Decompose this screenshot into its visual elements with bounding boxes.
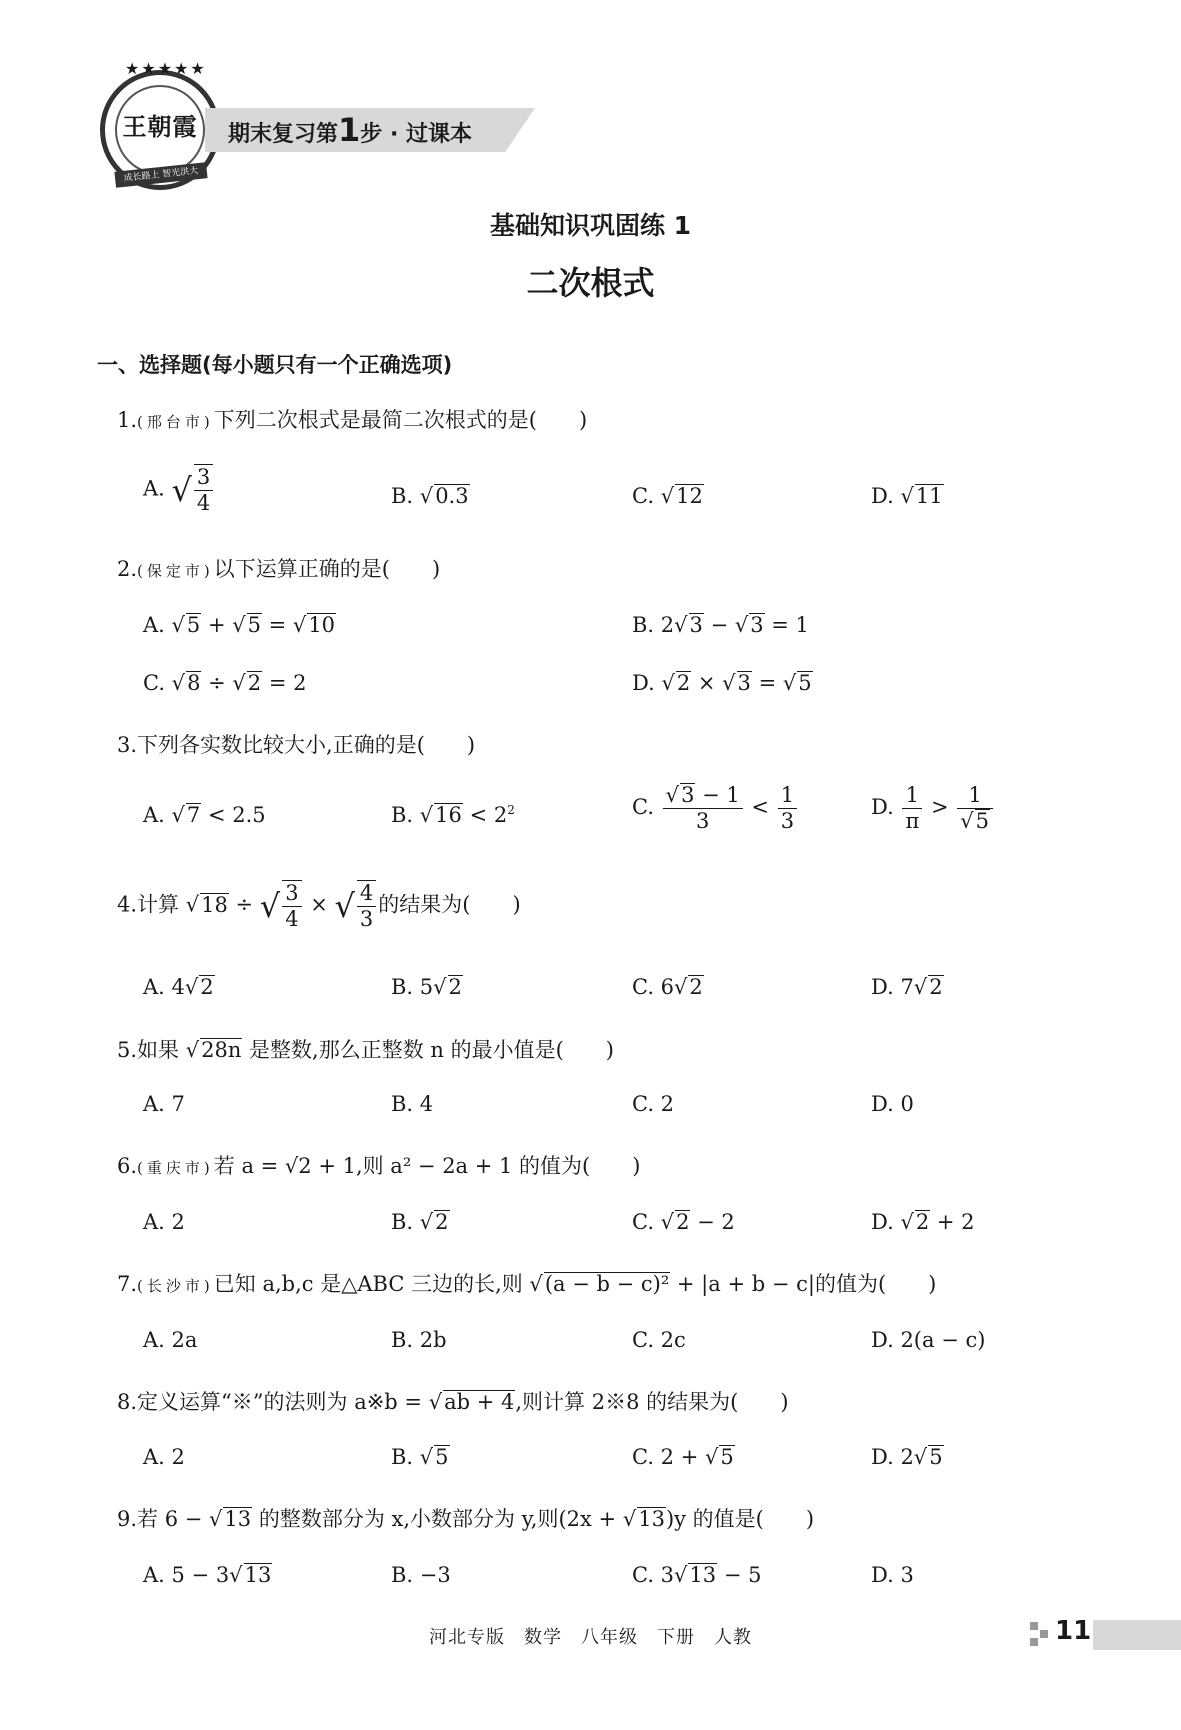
question-9: 9.若 6 − √13 的整数部分为 x,小数部分为 y,则(2x + √13)y 的值是( ): [117, 1507, 815, 1531]
page-number: 11: [1055, 1616, 1092, 1646]
page-title: 基础知识巩固练 1: [489, 211, 692, 240]
q2-option-a: A. √5 + √5 = √10: [143, 613, 336, 637]
q3-option-c: C. $\frac{√3 - 1}{3}$ < $\frac{1}{3}$: [632, 783, 799, 834]
q5-option-a: A. 7: [143, 1092, 185, 1116]
logo-slogan: 成长路上 智光洪大: [114, 162, 207, 188]
q2-option-b: B. 2√3 − √3 = 1: [632, 613, 809, 637]
q6-option-c: C. √2 − 2: [632, 1210, 735, 1234]
footer-edition: 河北专版 数学 八年级 下册 人教: [429, 1627, 752, 1648]
q9-option-b: B. −3: [391, 1563, 451, 1587]
question-4: 4.计算 √18 ÷ √ $\frac{3}{4}$ × √ $\frac{4}{3}$ 的结果为( ): [117, 881, 521, 932]
q9-option-c: C. 3√13 − 5: [632, 1563, 762, 1587]
q8-option-d: D. 2√5: [871, 1445, 943, 1469]
page-marker-icon: [1030, 1622, 1050, 1646]
q4-option-b: B. 5√2: [391, 975, 462, 999]
q7-option-a: A. 2a: [143, 1328, 198, 1352]
q2-option-d: D. √2 × √3 = √5: [632, 671, 812, 695]
question-6: 6.(重庆市)若 a = √2 + 1,则 a² − 2a + 1 的值为( ): [117, 1154, 641, 1178]
q7-option-c: C. 2c: [632, 1328, 686, 1352]
q6-option-d: D. √2 + 2: [871, 1210, 975, 1234]
q3-option-b: B. $√16 < 2^2$: [391, 803, 515, 827]
q7-option-d: D. 2(a − c): [871, 1328, 986, 1352]
banner-title: 期末复习第1步 · 过课本: [228, 111, 472, 149]
q5-option-d: D. 0: [871, 1092, 914, 1116]
q8-option-b: B. √5: [391, 1445, 449, 1469]
q1-option-d: D. √ 11: [871, 484, 944, 508]
q3-option-a: A. √7 < 2.5: [143, 803, 266, 827]
logo-text: 王朝霞: [122, 112, 198, 141]
q5-option-c: C. 2: [632, 1092, 675, 1116]
section-heading: 一、选择题(每小题只有一个正确选项): [97, 353, 453, 377]
star-icons: ★★★★★: [125, 59, 207, 78]
q8-option-c: C. 2 + √5: [632, 1445, 734, 1469]
q9-option-d: D. 3: [871, 1563, 914, 1587]
brand-logo: [100, 59, 220, 190]
page-number-bar: [1093, 1620, 1181, 1650]
question-5: 5.如果 √28n 是整数,那么正整数 n 的最小值是( ): [117, 1038, 614, 1062]
q9-option-a: A. 5 − 3√13: [143, 1563, 272, 1587]
q8-option-a: A. 2: [143, 1445, 185, 1469]
page-subtitle: 二次根式: [526, 264, 655, 302]
question-7: 7.(长沙市)已知 a,b,c 是△ABC 三边的长,则 √(a − b − c)² + |a + b − c|的值为( ): [117, 1272, 937, 1296]
q4-option-d: D. 7√2: [871, 975, 943, 999]
q2-option-c: C. √8 ÷ √2 = 2: [143, 671, 307, 695]
question-8: 8.定义运算“※”的法则为 a※b = √ab + 4,则计算 2※8 的结果为( ): [117, 1390, 789, 1414]
q5-option-b: B. 4: [391, 1092, 434, 1116]
q4-option-c: C. 6√2: [632, 975, 703, 999]
q3-option-d: D. $\frac{1}{\pi}$ > $\frac{1}{√5}$: [871, 783, 995, 834]
q1-option-b: B. √ 0.3: [391, 484, 470, 508]
question-3: 3.下列各实数比较大小,正确的是( ): [117, 733, 476, 757]
q1-option-a: A. √ $\frac{3}{4}$: [143, 464, 215, 516]
q6-option-a: A. 2: [143, 1210, 185, 1234]
q1-option-c: C. √ 12: [632, 484, 704, 508]
q7-option-b: B. 2b: [391, 1328, 447, 1352]
question-1: 1.(邢台市)下列二次根式是最简二次根式的是( ): [117, 408, 588, 432]
q6-option-b: B. √2: [391, 1210, 449, 1234]
q4-option-a: A. 4√2: [143, 975, 214, 999]
question-2: 2.(保定市)以下运算正确的是( ): [117, 557, 441, 581]
